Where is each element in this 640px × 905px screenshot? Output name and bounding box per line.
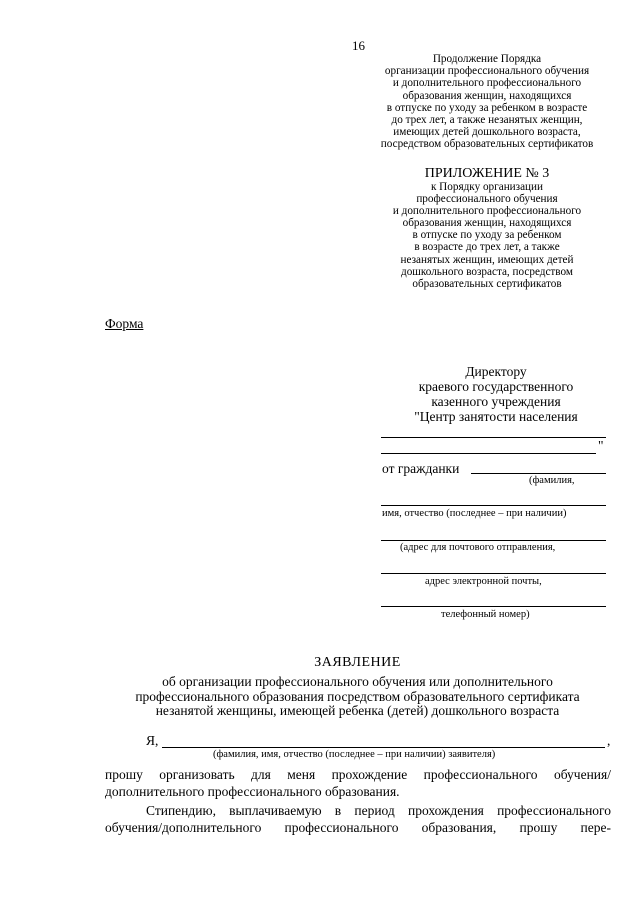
paragraph-2-line-2: обучения/дополнительного профессионального образования, прошу пере- (105, 820, 611, 835)
form-label: Форма (105, 316, 144, 331)
page-number: 16 (352, 38, 365, 53)
appendix-line: образовательных сертификатов (412, 277, 562, 290)
name-field[interactable] (381, 505, 606, 506)
appendix-line: к Порядку организации (430, 181, 544, 193)
continuation-line: имеющих детей дошкольного возраста, (393, 126, 581, 139)
paragraph-1-line-1: прошу организовать для меня прохождение профессионального обучения/ (105, 767, 611, 782)
phone-hint: телефонный номер) (441, 609, 530, 620)
appendix-line: незанятых женщин, имеющих детей (400, 253, 574, 266)
paragraph-1-line-2: дополнительного профессионального образования. (105, 784, 400, 799)
continuation-header (362, 53, 612, 151)
continuation-line: в отпуске по уходу за ребенком в возрасте (386, 101, 588, 114)
subtitle-line: профессионального образования посредством образовательного сертификата (135, 688, 580, 704)
paragraph-2-line-1: Стипендию, выплачиваемую в период прохождения профессионального (146, 803, 611, 818)
from-citizen-label: от гражданки (382, 461, 460, 476)
appendix-line: образования женщин, находящихся (402, 217, 572, 230)
closing-quote: " (598, 438, 604, 453)
appendix-subtitle (362, 181, 612, 290)
addressee-line: казенного учреждения (431, 394, 561, 409)
addressee-line: "Центр занятости населения (414, 409, 578, 424)
appendix-title: ПРИЛОЖЕНИЕ № 3 (424, 166, 550, 181)
surname-hint: (фамилия, (529, 475, 575, 486)
continuation-line: Продолжение Порядка (432, 53, 542, 65)
appendix-line: профессионального обучения (416, 193, 558, 206)
continuation-line: образования женщин, находящихся (402, 89, 572, 102)
address-hint: (адрес для почтового отправления, (400, 542, 556, 553)
addressee-block (382, 364, 610, 424)
comma: , (607, 733, 611, 748)
continuation-line: посредством образовательных сертификатов (380, 138, 594, 151)
addressee-line: Директору (465, 364, 527, 379)
applicant-name-field[interactable] (162, 747, 605, 748)
email-hint: адрес электронной почты, (425, 576, 542, 587)
appendix-line: в возрасте до трех лет, а также (414, 241, 560, 254)
continuation-line: и дополнительного профессионального (392, 77, 582, 90)
continuation-line: организации профессионального обучения (384, 65, 590, 78)
appendix-line: дошкольного возраста, посредством (401, 265, 573, 278)
center-name-line[interactable] (381, 453, 596, 454)
surname-field[interactable] (471, 473, 606, 474)
statement-subtitle (60, 675, 640, 719)
name-hint: имя, отчество (последнее – при наличии) (382, 508, 567, 519)
center-name-line[interactable] (381, 437, 606, 438)
address-field[interactable] (381, 540, 606, 541)
phone-field[interactable] (381, 606, 606, 607)
email-field[interactable] (381, 573, 606, 574)
continuation-line: до трех лет, а также незанятых женщин, (391, 114, 583, 127)
addressee-line: краевого государственного (418, 379, 574, 394)
appendix-line: и дополнительного профессионального (392, 205, 582, 218)
statement-title: ЗАЯВЛЕНИЕ (314, 655, 401, 670)
appendix-line: в отпуске по уходу за ребенком (412, 229, 562, 242)
subtitle-line: об организации профессионального обучения или дополнительного (162, 674, 553, 689)
i-label: Я, (146, 733, 159, 748)
subtitle-line: незанятой женщины, имеющей ребенка (детей) дошкольного возраста (155, 703, 560, 718)
applicant-hint: (фамилия, имя, отчество (последнее – при наличии) заявителя) (213, 749, 496, 760)
